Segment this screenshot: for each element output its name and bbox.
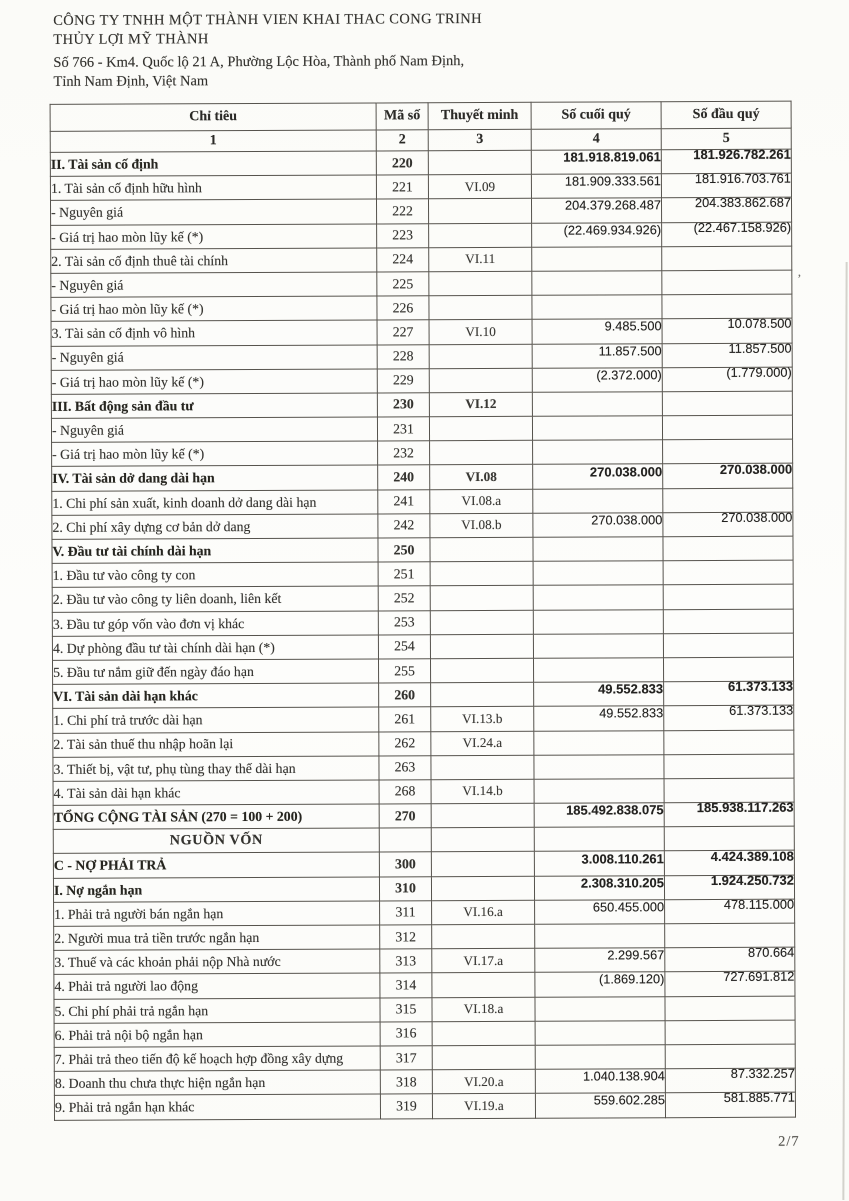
cell-code: 240 — [378, 465, 430, 489]
cell-indicator-label: 3. Thuế và các khoản phải nộp Nhà nước — [54, 949, 380, 975]
cell-start-of-quarter — [664, 754, 794, 779]
cell-code: 225 — [377, 272, 429, 296]
cell-code: 310 — [379, 876, 431, 900]
cell-end-of-quarter-value: 185.492.838.075 — [566, 802, 664, 818]
cell-code: 224 — [377, 247, 429, 271]
table-row — [54, 1068, 795, 1095]
cell-note-reference — [430, 610, 533, 635]
cell-note-reference: VI.17.a — [432, 948, 535, 973]
cell-end-of-quarter — [532, 271, 662, 296]
cell-note-reference: VI.18.a — [432, 997, 535, 1022]
cell-indicator-label: 3. Tài sản cố định vô hình — [51, 320, 377, 346]
cell-indicator-label: 1. Đầu tư vào công ty con — [52, 562, 378, 588]
cell-end-of-quarter — [531, 198, 661, 223]
cell-code: 317 — [380, 1046, 432, 1070]
cell-indicator-label: 1. Chi phí trả trước dài hạn — [53, 707, 379, 733]
cell-indicator-label: - Giá trị hao mòn lũy kế (*) — [51, 224, 377, 250]
column-number-2: 2 — [376, 130, 428, 151]
company-name-line-2: THỦY LỢI MỸ THÀNH — [53, 31, 209, 48]
cell-indicator-label: VI. Tài sản dài hạn khác — [53, 683, 379, 709]
cell-indicator-label: 6. Phải trả nội bộ ngắn hạn — [54, 1022, 380, 1048]
table-row — [54, 947, 795, 974]
cell-note-reference: VI.14.b — [431, 779, 534, 804]
table-row — [54, 1020, 795, 1047]
cell-note-reference: VI.13.b — [431, 707, 534, 732]
cell-code: 270 — [379, 804, 431, 828]
cell-start-of-quarter-value: (1.779.000) — [726, 364, 792, 380]
cell-note-reference — [429, 295, 532, 320]
cell-end-of-quarter — [533, 561, 663, 586]
cell-indicator-label: II. Tài sản cố định — [50, 151, 376, 177]
cell-indicator-label: - Nguyên giá — [50, 199, 376, 225]
table-row — [51, 367, 792, 394]
table-row — [51, 222, 792, 249]
cell-indicator-label: 2. Người mua trả tiền trước ngắn hạn — [54, 925, 380, 951]
table-row — [51, 415, 792, 442]
cell-code: 226 — [377, 296, 429, 320]
cell-note-reference — [431, 803, 534, 828]
table-row — [54, 1092, 795, 1119]
cell-note-reference — [429, 344, 532, 369]
cell-indicator-label: 2. Chi phí xây dựng cơ bản dở dang — [52, 514, 378, 540]
cell-end-of-quarter — [535, 1020, 665, 1045]
table-row — [54, 996, 795, 1023]
cell-code: 254 — [378, 634, 430, 658]
scan-speck-artifact: ’ — [797, 271, 802, 286]
cell-end-of-quarter — [531, 174, 661, 199]
cell-end-of-quarter — [535, 900, 665, 925]
cell-code: 300 — [379, 852, 431, 876]
cell-indicator-label: 1. Phải trả người bán ngắn hạn — [54, 901, 380, 927]
cell-start-of-quarter-value: 87.332.257 — [730, 1065, 795, 1082]
cell-note-reference: VI.24.a — [431, 731, 534, 756]
cell-code: 313 — [380, 949, 432, 973]
cell-end-of-quarter-value: 270.038.000 — [591, 512, 663, 528]
cell-note-reference: VI.20.a — [432, 1069, 535, 1094]
table-row — [51, 294, 792, 321]
table-row — [53, 705, 794, 732]
cell-indicator-label: - Nguyên giá — [51, 344, 377, 370]
table-row — [54, 923, 795, 950]
cell-code: 253 — [378, 610, 430, 634]
cell-note-reference — [430, 441, 533, 466]
cell-end-of-quarter-value: 2.308.310.205 — [580, 874, 665, 891]
cell-code: 268 — [379, 780, 431, 804]
table-row — [52, 512, 793, 539]
balance-sheet-table — [50, 101, 796, 1121]
cell-start-of-quarter — [662, 415, 792, 440]
cell-indicator-label: 4. Phải trả người lao động — [54, 973, 380, 999]
cell-end-of-quarter — [535, 972, 665, 997]
table-row — [53, 730, 794, 757]
cell-code: 231 — [377, 417, 429, 441]
cell-start-of-quarter — [662, 219, 792, 247]
cell-indicator-label: TỔNG CỘNG TÀI SẢN (270 = 100 + 200) — [53, 804, 379, 830]
cell-code: 318 — [380, 1070, 432, 1094]
cell-end-of-quarter — [534, 682, 664, 707]
cell-start-of-quarter-value: 270.038.000 — [721, 509, 793, 525]
cell-indicator-label: I. Nợ ngắn hạn — [53, 877, 379, 903]
cell-note-reference — [430, 537, 533, 562]
table-row — [54, 972, 795, 999]
cell-note-reference — [429, 416, 532, 441]
cell-indicator-label: 3. Đầu tư góp vốn vào đơn vị khác — [52, 611, 378, 637]
cell-end-of-quarter-value: (2.372.000) — [596, 367, 662, 383]
table-row — [52, 657, 793, 684]
cell-start-of-quarter-value: 11.857.500 — [728, 340, 792, 356]
cell-end-of-quarter — [535, 924, 665, 949]
cell-start-of-quarter-value: 4.424.389.108 — [710, 848, 794, 864]
cell-end-of-quarter-value: 3.008.110.261 — [581, 850, 664, 867]
cell-note-reference — [430, 634, 533, 659]
cell-end-of-quarter — [533, 585, 663, 610]
cell-start-of-quarter — [664, 799, 794, 827]
cell-end-of-quarter — [535, 948, 665, 973]
cell-start-of-quarter-value: 478.115.000 — [723, 896, 795, 912]
cell-end-of-quarter-value: 1.040.138.904 — [582, 1068, 665, 1084]
cell-indicator-label: 1. Chi phí sản xuất, kinh doanh dở dang dài hạn — [52, 490, 378, 516]
cell-indicator-label: - Giá trị hao mòn lũy kế (*) — [51, 369, 377, 395]
cell-note-reference — [429, 271, 532, 296]
cell-code: 250 — [378, 538, 430, 562]
cell-note-reference — [429, 223, 532, 248]
cell-start-of-quarter — [663, 509, 793, 537]
cell-start-of-quarter — [663, 633, 793, 658]
cell-indicator-label: 7. Phải trả theo tiến độ kế hoạch hợp đồng xây dựng — [54, 1046, 380, 1072]
cell-indicator-label: 9. Phải trả ngắn hạn khác — [54, 1094, 380, 1120]
cell-end-of-quarter — [535, 1045, 665, 1070]
cell-indicator-label: 4. Dự phòng đầu tư tài chính dài hạn (*) — [52, 635, 378, 661]
cell-end-of-quarter — [531, 150, 661, 175]
cell-code: 221 — [376, 175, 428, 199]
cell-end-of-quarter-value: 11.857.500 — [598, 342, 662, 359]
cell-end-of-quarter — [533, 464, 663, 489]
table-row — [52, 488, 793, 515]
table-row — [52, 464, 793, 491]
cell-note-reference — [431, 828, 534, 853]
column-header-so-dau-quy: Số đầu quý — [661, 101, 791, 129]
cell-indicator-label: 4. Tài sản dài hạn khác — [53, 780, 379, 806]
cell-code: 242 — [378, 514, 430, 538]
cell-end-of-quarter — [534, 851, 664, 876]
cell-end-of-quarter — [534, 779, 664, 804]
cell-start-of-quarter-value: 1.924.250.732 — [710, 872, 794, 888]
cell-start-of-quarter-value: 727.691.812 — [723, 969, 795, 985]
cell-end-of-quarter — [533, 609, 663, 634]
cell-start-of-quarter — [662, 270, 792, 295]
cell-code: 315 — [380, 997, 432, 1021]
company-header — [53, 10, 573, 92]
cell-start-of-quarter-value: 61.373.133 — [728, 678, 794, 695]
table-row — [50, 198, 791, 225]
cell-note-reference: VI.19.a — [432, 1094, 535, 1119]
cell-code: 251 — [378, 562, 430, 586]
table-row — [54, 899, 795, 926]
cell-start-of-quarter — [662, 391, 792, 416]
table-header-row — [50, 101, 791, 131]
cell-indicator-label: IV. Tài sản dở dang dài hạn — [52, 465, 378, 491]
cell-indicator-label: 2. Đầu tư vào công ty liên doanh, liên kết — [52, 586, 378, 612]
cell-end-of-quarter-value: 2.299.567 — [607, 947, 665, 963]
cell-note-reference: VI.11 — [429, 247, 532, 272]
cell-start-of-quarter — [663, 609, 793, 634]
cell-start-of-quarter — [665, 969, 795, 997]
cell-note-reference: VI.16.a — [432, 900, 535, 925]
table-row — [51, 343, 792, 370]
cell-start-of-quarter-value: 270.038.000 — [719, 461, 793, 477]
cell-note-reference: VI.08 — [430, 465, 533, 490]
column-number-1: 1 — [50, 130, 376, 152]
cell-code: 222 — [376, 199, 428, 223]
table-row — [52, 585, 793, 612]
table-row — [53, 778, 794, 805]
cell-start-of-quarter-value: 204.383.862.687 — [694, 195, 792, 211]
cell-start-of-quarter — [663, 560, 793, 585]
cell-note-reference — [428, 199, 531, 224]
table-row — [51, 270, 792, 297]
company-address-line-1: Số 766 - Km4. Quốc lộ 21 A, Phường Lộc Hòa, Thành phố Nam Định, — [53, 53, 465, 71]
cell-start-of-quarter-value: 185.938.117.263 — [696, 799, 794, 816]
cell-end-of-quarter — [532, 222, 662, 247]
cell-start-of-quarter — [665, 996, 795, 1021]
cell-indicator-label: 3. Thiết bị, vật tư, phụ tùng thay thế dài hạn — [53, 756, 379, 782]
cell-note-reference — [432, 1045, 535, 1070]
cell-end-of-quarter — [532, 392, 662, 417]
cell-code: 316 — [380, 1021, 432, 1045]
cell-note-reference — [430, 586, 533, 611]
cell-indicator-label: - Giá trị hao mòn lũy kế (*) — [51, 296, 377, 322]
table-row — [51, 391, 792, 418]
cell-code: 232 — [378, 441, 430, 465]
cell-code: 260 — [379, 683, 431, 707]
column-number-3: 3 — [428, 129, 531, 150]
cell-end-of-quarter — [532, 416, 662, 441]
cell-start-of-quarter-value: 581.885.771 — [723, 1090, 795, 1106]
cell-start-of-quarter — [663, 585, 793, 610]
cell-end-of-quarter — [535, 1093, 665, 1118]
cell-code: 228 — [377, 344, 429, 368]
table-row — [50, 149, 791, 176]
cell-indicator-label: - Giá trị hao mòn lũy kế (*) — [52, 441, 378, 467]
cell-code: 262 — [379, 731, 431, 755]
cell-code: 261 — [379, 707, 431, 731]
page-number: 2/7 — [778, 1133, 800, 1150]
cell-note-reference: VI.10 — [429, 320, 532, 345]
cell-end-of-quarter-value: 559.602.285 — [593, 1092, 665, 1108]
cell-end-of-quarter — [533, 440, 663, 465]
cell-end-of-quarter — [532, 319, 662, 344]
table-row — [51, 246, 792, 273]
cell-note-reference — [429, 368, 532, 393]
cell-end-of-quarter — [534, 730, 664, 755]
cell-code: 230 — [377, 393, 429, 417]
cell-start-of-quarter — [662, 246, 792, 271]
cell-end-of-quarter — [533, 658, 663, 683]
column-header-so-cuoi-quy: Số cuối quý — [531, 102, 661, 130]
cell-end-of-quarter-value: 49.552.833 — [598, 681, 664, 697]
cell-note-reference — [431, 682, 534, 707]
cell-code — [379, 828, 431, 852]
table-row — [52, 633, 793, 660]
cell-end-of-quarter — [533, 488, 663, 513]
cell-end-of-quarter-value: 181.909.333.561 — [564, 173, 661, 189]
company-name-line-1: CÔNG TY TNHH MỘT THÀNH VIEN KHAI THAC CONG TRINH — [53, 11, 483, 29]
cell-note-reference — [432, 924, 535, 949]
column-header-thuyet-minh: Thuyết minh — [428, 102, 531, 129]
cell-start-of-quarter — [664, 705, 794, 730]
table-row — [53, 826, 794, 853]
cell-indicator-label: 1. Tài sản cố định hữu hình — [50, 175, 376, 201]
cell-note-reference — [430, 658, 533, 683]
table-body — [50, 146, 795, 1120]
cell-end-of-quarter — [532, 367, 662, 392]
cell-start-of-quarter — [663, 536, 793, 561]
cell-end-of-quarter-value: 181.918.819.061 — [563, 149, 661, 165]
cell-start-of-quarter-value: 10.078.500 — [727, 316, 792, 332]
column-number-5: 5 — [661, 128, 791, 150]
cell-indicator-label: - Nguyên giá — [51, 272, 377, 298]
cell-code: 252 — [378, 586, 430, 610]
cell-end-of-quarter — [532, 295, 662, 320]
cell-note-reference — [432, 1021, 535, 1046]
cell-end-of-quarter — [534, 754, 664, 779]
cell-end-of-quarter — [533, 513, 663, 538]
cell-end-of-quarter — [533, 633, 663, 658]
cell-code: 241 — [378, 489, 430, 513]
cell-note-reference — [430, 561, 533, 586]
cell-code: 312 — [380, 925, 432, 949]
cell-end-of-quarter — [534, 827, 664, 852]
cell-note-reference — [432, 973, 535, 998]
table-row — [51, 318, 792, 345]
cell-code: 311 — [380, 901, 432, 925]
cell-note-reference: VI.08.b — [430, 513, 533, 538]
cell-end-of-quarter — [534, 875, 664, 900]
cell-start-of-quarter — [664, 730, 794, 755]
cell-start-of-quarter-value: (22.467.158.926) — [693, 219, 792, 235]
table-row — [50, 173, 791, 200]
cell-note-reference — [431, 755, 534, 780]
table-row — [52, 536, 793, 563]
cell-indicator-label: NGUỒN VỐN — [53, 828, 379, 854]
cell-code: 220 — [376, 151, 428, 175]
cell-end-of-quarter-value: 49.552.833 — [599, 705, 664, 721]
cell-note-reference — [431, 852, 534, 877]
cell-end-of-quarter — [532, 246, 662, 271]
cell-end-of-quarter-value: 270.038.000 — [589, 463, 663, 480]
cell-start-of-quarter-value: 181.916.703.761 — [694, 170, 791, 187]
cell-start-of-quarter — [665, 1020, 795, 1045]
table-row — [52, 560, 793, 587]
cell-indicator-label: 2. Tài sản thuế thu nhập hoãn lại — [53, 731, 379, 757]
cell-indicator-label: 8. Doanh thu chưa thực hiện ngắn hạn — [54, 1070, 380, 1096]
cell-code: 314 — [380, 973, 432, 997]
cell-note-reference: VI.08.a — [430, 489, 533, 514]
cell-note-reference: VI.12 — [429, 392, 532, 417]
cell-note-reference: VI.09 — [428, 174, 531, 199]
cell-end-of-quarter-value: 204.379.268.487 — [564, 197, 662, 214]
cell-end-of-quarter — [533, 537, 663, 562]
cell-code: 263 — [379, 755, 431, 779]
company-address-line-2: Tỉnh Nam Định, Việt Nam — [53, 73, 209, 90]
cell-end-of-quarter — [534, 803, 664, 828]
cell-indicator-label: III. Bất động sản đầu tư — [51, 393, 377, 419]
cell-note-reference — [431, 876, 534, 901]
cell-start-of-quarter-value: 61.373.133 — [729, 703, 794, 719]
cell-end-of-quarter — [534, 706, 664, 731]
cell-end-of-quarter-value: (22.469.934.926) — [563, 221, 662, 238]
cell-code: 319 — [380, 1094, 432, 1118]
cell-indicator-label: 2. Tài sản cố định thuê tài chính — [51, 248, 377, 274]
cell-start-of-quarter — [665, 896, 795, 924]
cell-start-of-quarter — [665, 1092, 795, 1117]
cell-start-of-quarter-value: 181.926.782.261 — [693, 146, 791, 163]
table-row — [53, 754, 794, 781]
cell-end-of-quarter — [532, 343, 662, 368]
table-row — [54, 1044, 795, 1071]
column-header-chi-tieu: Chỉ tiêu — [50, 103, 376, 131]
table-row — [53, 851, 794, 878]
cell-start-of-quarter-value: 870.664 — [747, 944, 795, 961]
cell-end-of-quarter — [535, 1069, 665, 1094]
cell-code: 223 — [377, 223, 429, 247]
table-row — [53, 875, 794, 902]
cell-end-of-quarter-value: 650.455.000 — [592, 899, 665, 915]
cell-indicator-label: 5. Chi phí phải trả ngắn hạn — [54, 998, 380, 1024]
cell-indicator-label: V. Đầu tư tài chính dài hạn — [52, 538, 378, 564]
cell-indicator-label: - Nguyên giá — [51, 417, 377, 443]
table-row — [53, 681, 794, 708]
cell-end-of-quarter-value: 9.485.500 — [604, 318, 662, 334]
table-row — [52, 609, 793, 636]
cell-code: 229 — [377, 368, 429, 392]
column-number-4: 4 — [531, 129, 661, 151]
cell-code: 255 — [378, 659, 430, 683]
column-header-ma-so: Mã số — [376, 103, 428, 130]
cell-code: 227 — [377, 320, 429, 344]
table-row — [53, 802, 794, 829]
cell-end-of-quarter-value: (1.869.120) — [598, 971, 665, 987]
cell-end-of-quarter — [535, 996, 665, 1021]
cell-start-of-quarter — [662, 364, 792, 392]
cell-indicator-label: C - NỢ PHẢI TRẢ — [53, 852, 379, 878]
table-row — [52, 439, 793, 466]
cell-indicator-label: 5. Đầu tư nắm giữ đến ngày đáo hạn — [52, 659, 378, 685]
cell-note-reference — [428, 150, 531, 175]
cell-start-of-quarter — [663, 461, 793, 489]
